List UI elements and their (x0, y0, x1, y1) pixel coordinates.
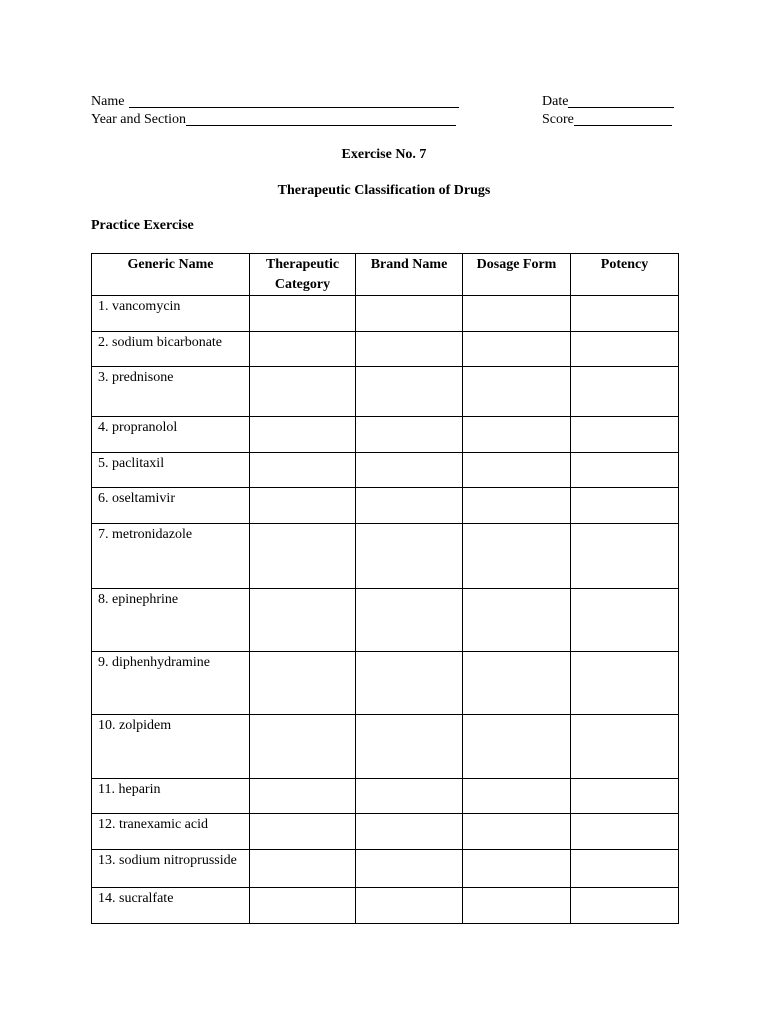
dosage-form-cell[interactable] (463, 850, 571, 888)
name-label: Name (91, 94, 125, 109)
dosage-form-cell[interactable] (463, 715, 571, 779)
therapeutic-category-cell[interactable] (250, 589, 356, 652)
generic-name-cell: 7. metronidazole (92, 524, 250, 589)
date-blank-line[interactable] (568, 93, 674, 108)
therapeutic-category-cell[interactable] (250, 453, 356, 488)
generic-name-cell: 4. propranolol (92, 417, 250, 453)
therapeutic-category-cell[interactable] (250, 779, 356, 814)
therapeutic-category-cell[interactable] (250, 332, 356, 367)
brand-name-cell[interactable] (356, 715, 463, 779)
dosage-form-cell[interactable] (463, 332, 571, 367)
name-blank-line[interactable] (129, 93, 459, 108)
table-row (92, 814, 679, 850)
dosage-form-cell[interactable] (463, 888, 571, 924)
score-field (542, 111, 672, 129)
table-row (92, 589, 679, 652)
dosage-form-cell[interactable] (463, 488, 571, 524)
potency-cell[interactable] (571, 453, 679, 488)
brand-name-cell[interactable] (356, 453, 463, 488)
table-row (92, 453, 679, 488)
generic-name-cell: 9. diphenhydramine (92, 652, 250, 715)
year-section-label: Year and Section (91, 112, 187, 127)
table-row (92, 652, 679, 715)
generic-name-cell: 6. oseltamivir (92, 488, 250, 524)
potency-cell[interactable] (571, 367, 679, 417)
potency-cell[interactable] (571, 652, 679, 715)
generic-name-cell: 8. epinephrine (92, 589, 250, 652)
drug-classification-table (91, 253, 679, 924)
potency-cell[interactable] (571, 488, 679, 524)
generic-name-cell: 12. tranexamic acid (92, 814, 250, 850)
dosage-form-cell[interactable] (463, 417, 571, 453)
table-row (92, 488, 679, 524)
generic-name-cell: 2. sodium bicarbonate (92, 332, 250, 367)
generic-name-cell: 13. sodium nitroprusside (92, 850, 250, 888)
dosage-form-cell[interactable] (463, 453, 571, 488)
therapeutic-category-cell[interactable] (250, 652, 356, 715)
brand-name-cell[interactable] (356, 488, 463, 524)
dosage-form-cell[interactable] (463, 779, 571, 814)
table-header-row (92, 254, 679, 296)
column-header-brand-name: Brand Name (356, 254, 463, 296)
dosage-form-cell[interactable] (463, 367, 571, 417)
generic-name-cell: 1. vancomycin (92, 296, 250, 332)
generic-name-cell: 10. zolpidem (92, 715, 250, 779)
therapeutic-category-cell[interactable] (250, 524, 356, 589)
column-header-therapeutic-category: Therapeutic Category (250, 254, 356, 296)
brand-name-cell[interactable] (356, 332, 463, 367)
table-row (92, 296, 679, 332)
table-row (92, 524, 679, 589)
year-section-field (91, 111, 456, 129)
therapeutic-category-cell[interactable] (250, 296, 356, 332)
therapeutic-category-cell[interactable] (250, 888, 356, 924)
generic-name-cell: 11. heparin (92, 779, 250, 814)
score-blank-line[interactable] (574, 111, 672, 126)
brand-name-cell[interactable] (356, 850, 463, 888)
column-header-dosage-form: Dosage Form (463, 254, 571, 296)
potency-cell[interactable] (571, 715, 679, 779)
table-row (92, 715, 679, 779)
generic-name-cell: 3. prednisone (92, 367, 250, 417)
date-label: Date (542, 94, 569, 109)
potency-cell[interactable] (571, 296, 679, 332)
dosage-form-cell[interactable] (463, 524, 571, 589)
date-field (542, 93, 674, 111)
brand-name-cell[interactable] (356, 417, 463, 453)
therapeutic-category-cell[interactable] (250, 814, 356, 850)
brand-name-cell[interactable] (356, 888, 463, 924)
potency-cell[interactable] (571, 332, 679, 367)
table-row (92, 779, 679, 814)
year-section-blank-line[interactable] (186, 111, 456, 126)
dosage-form-cell[interactable] (463, 589, 571, 652)
page-title: Therapeutic Classification of Drugs (277, 183, 491, 198)
column-header-generic-name: Generic Name (92, 254, 250, 296)
potency-cell[interactable] (571, 524, 679, 589)
dosage-form-cell[interactable] (463, 296, 571, 332)
exercise-number: Exercise No. 7 (341, 147, 427, 162)
column-header-potency: Potency (571, 254, 679, 296)
table-row (92, 850, 679, 888)
potency-cell[interactable] (571, 850, 679, 888)
brand-name-cell[interactable] (356, 296, 463, 332)
potency-cell[interactable] (571, 814, 679, 850)
brand-name-cell[interactable] (356, 524, 463, 589)
brand-name-cell[interactable] (356, 652, 463, 715)
brand-name-cell[interactable] (356, 814, 463, 850)
dosage-form-cell[interactable] (463, 652, 571, 715)
section-label: Practice Exercise (91, 218, 194, 233)
therapeutic-category-cell[interactable] (250, 850, 356, 888)
therapeutic-category-cell[interactable] (250, 488, 356, 524)
table-row (92, 888, 679, 924)
score-label: Score (542, 112, 574, 127)
therapeutic-category-cell[interactable] (250, 367, 356, 417)
table-row (92, 367, 679, 417)
generic-name-cell: 14. sucralfate (92, 888, 250, 924)
potency-cell[interactable] (571, 417, 679, 453)
brand-name-cell[interactable] (356, 779, 463, 814)
brand-name-cell[interactable] (356, 367, 463, 417)
table-row (92, 332, 679, 367)
potency-cell[interactable] (571, 888, 679, 924)
dosage-form-cell[interactable] (463, 814, 571, 850)
brand-name-cell[interactable] (356, 589, 463, 652)
potency-cell[interactable] (571, 589, 679, 652)
therapeutic-category-cell[interactable] (250, 715, 356, 779)
generic-name-cell: 5. paclitaxil (92, 453, 250, 488)
therapeutic-category-cell[interactable] (250, 417, 356, 453)
potency-cell[interactable] (571, 779, 679, 814)
table-row (92, 417, 679, 453)
name-field (91, 93, 459, 111)
